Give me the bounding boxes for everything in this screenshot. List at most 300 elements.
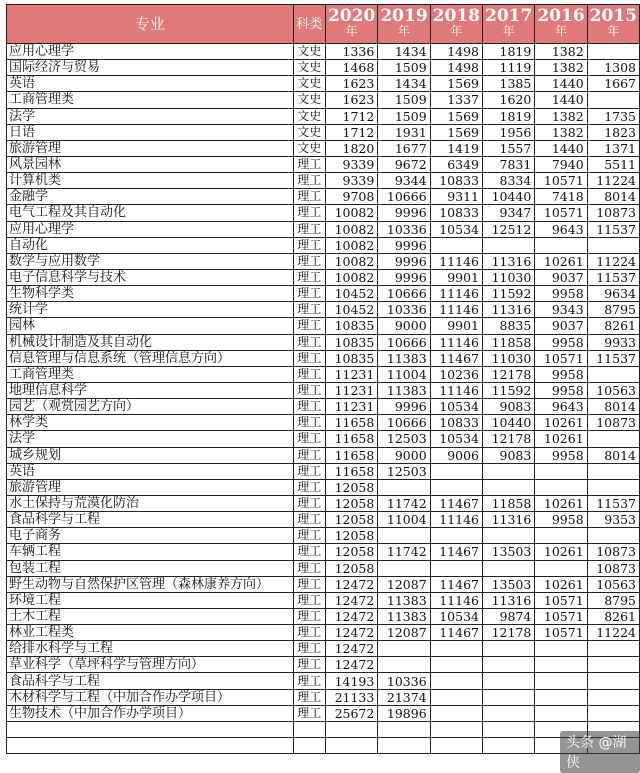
subject-type-cell: 理工 <box>293 512 325 528</box>
major-cell: 园林 <box>7 318 294 334</box>
major-cell: 水土保持与荒漠化防治 <box>7 495 294 511</box>
score-cell: 1569 <box>430 124 482 140</box>
major-cell: 食品科学与工程 <box>7 673 294 689</box>
subject-type-cell: 文史 <box>293 124 325 140</box>
table-row <box>7 76 640 92</box>
subject-type-cell: 文史 <box>293 60 325 76</box>
score-cell <box>483 463 535 479</box>
score-cell: 9339 <box>326 156 378 172</box>
score-cell <box>535 560 587 576</box>
score-cell: 9353 <box>587 512 639 528</box>
score-cell <box>587 641 639 657</box>
score-cell: 12058 <box>326 512 378 528</box>
score-cell: 9958 <box>535 447 587 463</box>
score-cell: 11146 <box>430 382 482 398</box>
subject-type-cell: 文史 <box>293 92 325 108</box>
score-cell: 1623 <box>326 92 378 108</box>
table-row <box>7 173 640 189</box>
score-cell: 19896 <box>378 705 430 721</box>
score-cell <box>326 721 378 737</box>
subject-type-cell: 理工 <box>293 415 325 431</box>
subject-type-cell: 理工 <box>293 205 325 221</box>
score-cell: 9083 <box>483 399 535 415</box>
score-cell <box>535 705 587 721</box>
table-row <box>7 60 640 76</box>
major-cell: 林业工程类 <box>7 625 294 641</box>
score-cell: 11537 <box>587 269 639 285</box>
score-cell: 12472 <box>326 625 378 641</box>
score-cell: 11658 <box>326 415 378 431</box>
major-cell: 木材科学与工程（中加合作办学项目） <box>7 689 294 705</box>
score-cell <box>378 721 430 737</box>
score-cell: 12058 <box>326 479 378 495</box>
subject-type-cell: 理工 <box>293 689 325 705</box>
major-cell: 生物技术（中加合作办学项目） <box>7 705 294 721</box>
score-cell <box>587 705 639 721</box>
score-cell: 10236 <box>430 366 482 382</box>
table-row <box>7 495 640 511</box>
score-cell: 11537 <box>587 495 639 511</box>
score-cell: 10452 <box>326 286 378 302</box>
year-header <box>587 5 639 44</box>
score-cell: 11467 <box>430 350 482 366</box>
table-row <box>7 205 640 221</box>
score-cell <box>378 528 430 544</box>
score-cell: 11146 <box>430 302 482 318</box>
score-cell: 9643 <box>535 399 587 415</box>
subject-type-cell <box>293 721 325 737</box>
score-cell: 1820 <box>326 140 378 156</box>
major-cell: 法学 <box>7 431 294 447</box>
table-row <box>7 366 640 382</box>
score-cell: 9037 <box>535 269 587 285</box>
score-cell: 10082 <box>326 221 378 237</box>
subject-type-cell: 理工 <box>293 544 325 560</box>
score-cell: 1819 <box>483 108 535 124</box>
score-cell <box>483 237 535 253</box>
score-cell <box>430 463 482 479</box>
score-cell: 10452 <box>326 302 378 318</box>
score-cell: 6349 <box>430 156 482 172</box>
score-cell: 12178 <box>483 625 535 641</box>
score-cell: 1385 <box>483 76 535 92</box>
score-cell: 11467 <box>430 576 482 592</box>
score-cell: 1371 <box>587 140 639 156</box>
score-cell: 9000 <box>378 447 430 463</box>
score-cell: 10666 <box>378 189 430 205</box>
score-cell: 11146 <box>430 253 482 269</box>
major-cell: 数学与应用数学 <box>7 253 294 269</box>
subject-type-cell: 理工 <box>293 399 325 415</box>
score-cell: 10571 <box>535 625 587 641</box>
major-cell: 电子商务 <box>7 528 294 544</box>
score-cell <box>587 366 639 382</box>
major-cell: 食品科学与工程 <box>7 512 294 528</box>
score-cell <box>378 738 430 754</box>
score-cell <box>483 641 535 657</box>
score-cell: 12087 <box>378 625 430 641</box>
major-cell: 园艺（观赏园艺方向） <box>7 399 294 415</box>
subject-type-cell: 文史 <box>293 108 325 124</box>
score-cell: 11537 <box>587 221 639 237</box>
subject-type-cell: 理工 <box>293 705 325 721</box>
score-cell: 5511 <box>587 156 639 172</box>
major-cell: 包装工程 <box>7 560 294 576</box>
score-cell: 8261 <box>587 318 639 334</box>
subject-type-cell: 文史 <box>293 44 325 60</box>
score-cell: 1498 <box>430 60 482 76</box>
score-cell: 13503 <box>483 544 535 560</box>
table-row <box>7 592 640 608</box>
subject-type-cell: 理工 <box>293 641 325 657</box>
score-cell <box>430 673 482 689</box>
major-cell: 应用心理学 <box>7 221 294 237</box>
score-cell: 9958 <box>535 334 587 350</box>
score-cell <box>535 657 587 673</box>
table-row <box>7 447 640 463</box>
score-cell: 9874 <box>483 608 535 624</box>
score-cell: 10833 <box>430 415 482 431</box>
major-cell: 生物科学类 <box>7 286 294 302</box>
major-cell: 国际经济与贸易 <box>7 60 294 76</box>
score-cell <box>378 641 430 657</box>
score-cell: 1677 <box>378 140 430 156</box>
subject-type-cell: 理工 <box>293 673 325 689</box>
score-cell <box>483 528 535 544</box>
score-cell: 10873 <box>587 415 639 431</box>
score-cell: 1667 <box>587 76 639 92</box>
score-cell: 12178 <box>483 366 535 382</box>
major-cell: 电气工程及其自动化 <box>7 205 294 221</box>
subject-type-cell: 理工 <box>293 269 325 285</box>
year-header-label: 2019 <box>380 6 428 26</box>
subject-type-cell: 理工 <box>293 156 325 172</box>
subject-type-cell: 理工 <box>293 576 325 592</box>
table-row <box>7 431 640 447</box>
subject-type-cell: 理工 <box>293 528 325 544</box>
score-cell: 8795 <box>587 592 639 608</box>
score-cell: 12178 <box>483 431 535 447</box>
score-cell: 1823 <box>587 124 639 140</box>
header-row <box>7 5 640 44</box>
score-cell: 1623 <box>326 76 378 92</box>
major-cell: 野生动物与自然保护区管理（森林康养方向） <box>7 576 294 592</box>
year-header <box>483 5 535 44</box>
score-cell: 9672 <box>378 156 430 172</box>
major-cell: 工商管理类 <box>7 366 294 382</box>
score-cell: 10873 <box>587 560 639 576</box>
score-cell: 11383 <box>378 382 430 398</box>
type-header: 科类 <box>293 5 325 44</box>
major-cell: 车辆工程 <box>7 544 294 560</box>
major-cell: 自动化 <box>7 237 294 253</box>
major-cell: 机械设计制造及其自动化 <box>7 334 294 350</box>
subject-type-cell: 理工 <box>293 286 325 302</box>
score-cell: 10563 <box>587 382 639 398</box>
score-cell: 11592 <box>483 286 535 302</box>
subject-type-cell: 理工 <box>293 463 325 479</box>
subject-type-cell: 理工 <box>293 253 325 269</box>
score-cell <box>535 528 587 544</box>
score-cell: 10336 <box>378 673 430 689</box>
score-cell <box>483 738 535 754</box>
score-cell: 9996 <box>378 205 430 221</box>
subject-type-cell: 理工 <box>293 350 325 366</box>
score-cell: 9958 <box>535 512 587 528</box>
score-cell <box>326 738 378 754</box>
table-row <box>7 512 640 528</box>
score-cell: 11467 <box>430 544 482 560</box>
score-cell: 9344 <box>378 173 430 189</box>
score-cell: 1620 <box>483 92 535 108</box>
score-cell: 9037 <box>535 318 587 334</box>
score-cell: 1419 <box>430 140 482 156</box>
subject-type-cell: 理工 <box>293 495 325 511</box>
score-cell: 11224 <box>587 625 639 641</box>
score-cell: 7831 <box>483 156 535 172</box>
score-cell: 11858 <box>483 495 535 511</box>
score-cell <box>535 689 587 705</box>
score-cell: 9958 <box>535 286 587 302</box>
score-cell: 8261 <box>587 608 639 624</box>
table-row <box>7 705 640 721</box>
score-cell: 21133 <box>326 689 378 705</box>
major-cell: 林学类 <box>7 415 294 431</box>
score-cell <box>430 689 482 705</box>
table-row <box>7 721 640 737</box>
score-cell: 9000 <box>378 318 430 334</box>
score-cell: 10082 <box>326 269 378 285</box>
major-cell: 风景园林 <box>7 156 294 172</box>
score-cell: 11658 <box>326 463 378 479</box>
subject-type-cell: 理工 <box>293 189 325 205</box>
subject-type-cell <box>293 738 325 754</box>
subject-type-cell: 理工 <box>293 431 325 447</box>
subject-type-cell: 理工 <box>293 625 325 641</box>
score-cell <box>430 237 482 253</box>
table-row <box>7 479 640 495</box>
score-cell <box>587 237 639 253</box>
score-cell: 12472 <box>326 641 378 657</box>
score-cell: 9643 <box>535 221 587 237</box>
major-cell: 土木工程 <box>7 608 294 624</box>
table-row <box>7 560 640 576</box>
score-cell: 8014 <box>587 189 639 205</box>
score-cell: 10571 <box>535 173 587 189</box>
score-cell: 1557 <box>483 140 535 156</box>
score-cell: 10571 <box>535 205 587 221</box>
score-cell <box>430 641 482 657</box>
score-cell: 1509 <box>378 60 430 76</box>
score-cell: 8334 <box>483 173 535 189</box>
score-cell <box>587 528 639 544</box>
score-cell: 1382 <box>535 60 587 76</box>
table-row <box>7 673 640 689</box>
table-row <box>7 399 640 415</box>
score-cell <box>483 657 535 673</box>
score-cell: 10563 <box>587 576 639 592</box>
score-cell: 8014 <box>587 447 639 463</box>
score-cell: 10833 <box>430 205 482 221</box>
score-cell: 11316 <box>483 512 535 528</box>
score-cell <box>483 673 535 689</box>
score-cell: 1819 <box>483 44 535 60</box>
score-cell: 1712 <box>326 124 378 140</box>
score-cell: 11004 <box>378 366 430 382</box>
table-row <box>7 189 640 205</box>
score-cell: 11316 <box>483 592 535 608</box>
score-cell: 1569 <box>430 108 482 124</box>
score-cell: 1440 <box>535 76 587 92</box>
source-watermark: 头条 @湖侠 <box>560 731 640 773</box>
year-header <box>378 5 430 44</box>
subject-type-cell: 理工 <box>293 657 325 673</box>
subject-type-cell: 理工 <box>293 318 325 334</box>
score-cell: 11467 <box>430 625 482 641</box>
score-cell: 10336 <box>378 221 430 237</box>
score-cell: 10261 <box>535 544 587 560</box>
major-cell: 应用心理学 <box>7 44 294 60</box>
score-cell: 9996 <box>378 253 430 269</box>
score-cell: 12472 <box>326 576 378 592</box>
major-cell: 统计学 <box>7 302 294 318</box>
score-cell <box>483 479 535 495</box>
table-row <box>7 738 640 754</box>
score-cell: 10534 <box>430 221 482 237</box>
score-cell <box>587 44 639 60</box>
score-cell: 10261 <box>535 495 587 511</box>
table-row <box>7 302 640 318</box>
major-cell: 环境工程 <box>7 592 294 608</box>
score-cell: 11592 <box>483 382 535 398</box>
score-cell: 11030 <box>483 350 535 366</box>
score-cell <box>483 705 535 721</box>
major-cell: 英语 <box>7 463 294 479</box>
score-cell: 11146 <box>430 286 482 302</box>
score-cell: 11146 <box>430 334 482 350</box>
score-cell: 10873 <box>587 205 639 221</box>
table-row <box>7 350 640 366</box>
major-cell <box>7 738 294 754</box>
year-header-label: 2020 <box>328 6 376 26</box>
score-cell: 11658 <box>326 431 378 447</box>
score-cell: 10571 <box>535 350 587 366</box>
score-cell <box>535 479 587 495</box>
score-cell: 11231 <box>326 399 378 415</box>
subject-type-cell: 理工 <box>293 382 325 398</box>
score-cell <box>483 721 535 737</box>
score-cell: 21374 <box>378 689 430 705</box>
subject-type-cell: 理工 <box>293 592 325 608</box>
score-cell <box>587 431 639 447</box>
score-cell: 10082 <box>326 237 378 253</box>
year-suffix: 年 <box>398 24 411 38</box>
score-cell: 10571 <box>535 592 587 608</box>
table-row <box>7 253 640 269</box>
score-cell: 7940 <box>535 156 587 172</box>
table-row <box>7 463 640 479</box>
table-row <box>7 44 640 60</box>
score-cell: 12503 <box>378 431 430 447</box>
table-row <box>7 576 640 592</box>
score-cell: 14193 <box>326 673 378 689</box>
table-row <box>7 221 640 237</box>
score-cell: 12058 <box>326 544 378 560</box>
table-row <box>7 286 640 302</box>
score-cell: 10261 <box>535 415 587 431</box>
score-cell: 11316 <box>483 253 535 269</box>
table-row <box>7 689 640 705</box>
score-cell: 8014 <box>587 399 639 415</box>
table-row <box>7 124 640 140</box>
score-cell <box>378 479 430 495</box>
score-cell: 1956 <box>483 124 535 140</box>
year-header <box>326 5 378 44</box>
score-cell <box>483 689 535 705</box>
major-header: 专业 <box>7 5 294 44</box>
score-cell: 11231 <box>326 382 378 398</box>
score-cell: 10835 <box>326 350 378 366</box>
score-cell: 11004 <box>378 512 430 528</box>
score-cell <box>587 657 639 673</box>
subject-type-cell: 文史 <box>293 76 325 92</box>
score-cell: 11537 <box>587 350 639 366</box>
major-cell: 工商管理类 <box>7 92 294 108</box>
score-cell: 11231 <box>326 366 378 382</box>
score-cell: 10440 <box>483 189 535 205</box>
score-cell: 11467 <box>430 495 482 511</box>
year-header <box>535 5 587 44</box>
major-cell: 旅游管理 <box>7 479 294 495</box>
score-cell: 11383 <box>378 350 430 366</box>
score-cell: 9901 <box>430 269 482 285</box>
year-suffix: 年 <box>554 24 567 38</box>
table-row <box>7 156 640 172</box>
score-cell: 1337 <box>430 92 482 108</box>
table-row <box>7 625 640 641</box>
score-cell: 1434 <box>378 44 430 60</box>
score-cell: 25672 <box>326 705 378 721</box>
score-cell: 1712 <box>326 108 378 124</box>
subject-type-cell: 理工 <box>293 479 325 495</box>
score-cell: 10571 <box>535 608 587 624</box>
major-cell: 城乡规划 <box>7 447 294 463</box>
score-cell <box>378 560 430 576</box>
score-cell: 12058 <box>326 560 378 576</box>
score-cell: 1336 <box>326 44 378 60</box>
score-cell: 10835 <box>326 318 378 334</box>
major-cell: 旅游管理 <box>7 140 294 156</box>
score-cell: 10440 <box>483 415 535 431</box>
subject-type-cell: 理工 <box>293 608 325 624</box>
score-cell: 10534 <box>430 608 482 624</box>
table-row <box>7 318 640 334</box>
table-row <box>7 415 640 431</box>
score-cell: 1509 <box>378 92 430 108</box>
score-cell: 1498 <box>430 44 482 60</box>
score-cell: 10666 <box>378 415 430 431</box>
major-cell: 日语 <box>7 124 294 140</box>
score-cell: 8795 <box>587 302 639 318</box>
subject-type-cell: 理工 <box>293 447 325 463</box>
score-cell: 9083 <box>483 447 535 463</box>
score-cell: 9311 <box>430 189 482 205</box>
table-row <box>7 92 640 108</box>
score-cell: 1382 <box>535 108 587 124</box>
score-cell: 1382 <box>535 44 587 60</box>
score-cell <box>378 657 430 673</box>
score-cell: 1440 <box>535 92 587 108</box>
